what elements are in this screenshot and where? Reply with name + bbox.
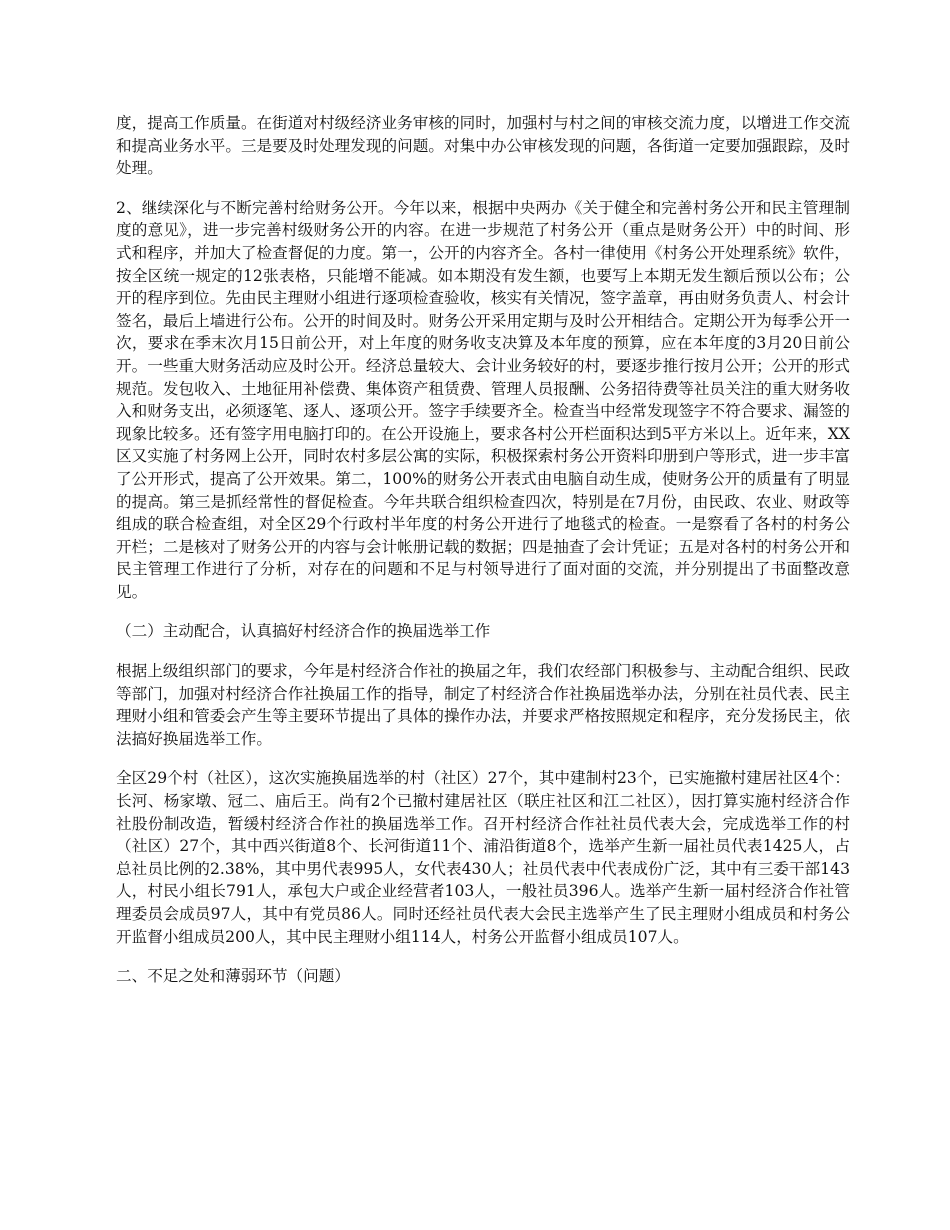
- section-heading-problems: 二、不足之处和薄弱环节（问题）: [116, 967, 350, 986]
- section-heading-election: （二）主动配合，认真搞好村经济合作的换届选举工作: [116, 622, 491, 641]
- paragraph-election-results: 全区29个村（社区），这次实施换届选举的村（社区）27个，其中建制村23个，已实施撤村建居社区4个：长河、杨家墩、冠二、庙后王。尚有2个已撤村建居社区（联庄社区和江二社区），因打算实施村经济合作社股份制改造，暂缓村经济合作社的换届选举工作。召开村经济合作社社员代表大会，完成选举工作的村（社区）27个，其中西兴街道8个、长河街道11个、浦沿街道8个，选举产生新一届社员代表1425人，占总社员比例的2.38%，其中男代表995人，女代表430人；社员代表中代表成份广泛，其中有三委干部143人，村民小组长791人，承包大户或企业经营者103人，一般社员396人。选举产生新一届村经济合作社管理委员会成员97人，其中有党员86人。同时还经社员代表大会民主选举产生了民主理财小组成员和村务公开监督小组成员200人，其中民主理财小组114人，村务公开监督小组成员107人。: [116, 769, 850, 946]
- paragraph-financial-disclosure: 2、继续深化与不断完善村给财务公开。今年以来，根据中央两办《关于健全和完善村务公开和民主管理制度的意见》，进一步完善村级财务公开的内容。在进一步规范了村务公开（重点是财务公开）中的时间、形式和程序，并加大了检查督促的力度。第一，公开的内容齐全。各村一律使用《村务公开处理系统》软件，按全区统一规定的12张表格，只能增不能减。如本期没有发生额，也要写上本期无发生额后预以公布；公开的程序到位。先由民主理财小组进行逐项检查验收，核实有关情况，签字盖章，再由财务负责人、村会计签名，最后上墙进行公布。公开的时间及时。财务公开采用定期与及时公开相结合。定期公开为每季公开一次，要求在季末次月15日前公开，对上年度的财务收支决算及本年度的预算，应在本年度的3月20日前公开。一些重大财务活动应及时公开。经济总量较大、会计业务较好的村，要逐步推行按月公开；公开的形式规范。发包收入、土地征用补偿费、集体资产租赁费、管理人员报酬、公务招待费等社员关注的重大财务收入和财务支出，必须逐笔、逐人、逐项公开。签字手续要齐全。检查当中经常发现签字不符合要求、漏签的现象比较多。还有签字用电脑打印的。在公开设施上，要求各村公开栏面积达到5平方米以上。近年来，XX区又实施了村务网上公开，同时农村多层公寓的实际，积极探索村务公开资料印册到户等形式，进一步丰富了公开形式，提高了公开效果。第二，100%的财务公开表式由电脑自动生成，使财务公开的质量有了明显的提高。第三是抓经常性的督促检查。今年共联合组织检查四次，特别是在7月份，由民政、农业、财政等组成的联合检查组，对全区29个行政村半年度的村务公开进行了地毯式的检查。一是察看了各村的村务公开栏；二是核对了财务公开的内容与会计帐册记载的数据；四是抽查了会计凭证；五是对各村的村务公开和民主管理工作进行了分析，对存在的问题和不足与村领导进行了面对面的交流，并分别提出了书面整改意见。: [116, 198, 851, 601]
- paragraph-election-guidance: 根据上级组织部门的要求，今年是村经济合作社的换届之年，我们农经部门积极参与、主动配合组织、民政等部门，加强对村经济合作社换届工作的指导，制定了村经济合作社换届选举办法，分别在社员代表、民主理财小组和管委会产生等主要环节提出了具体的操作办法，并要求严格按照规定和程序，充分发扬民主，依法搞好换届选举工作。: [116, 662, 850, 748]
- paragraph-audit-followup: 度，提高工作质量。在街道对村级经济业务审核的同时，加强村与村之间的审核交流力度，以增进工作交流和提高业务水平。三是要及时处理发现的问题。对集中办公审核发现的问题，各街道一定要加强跟踪，及时处理。: [116, 114, 850, 178]
- document-page: [116, 112, 850, 1005]
